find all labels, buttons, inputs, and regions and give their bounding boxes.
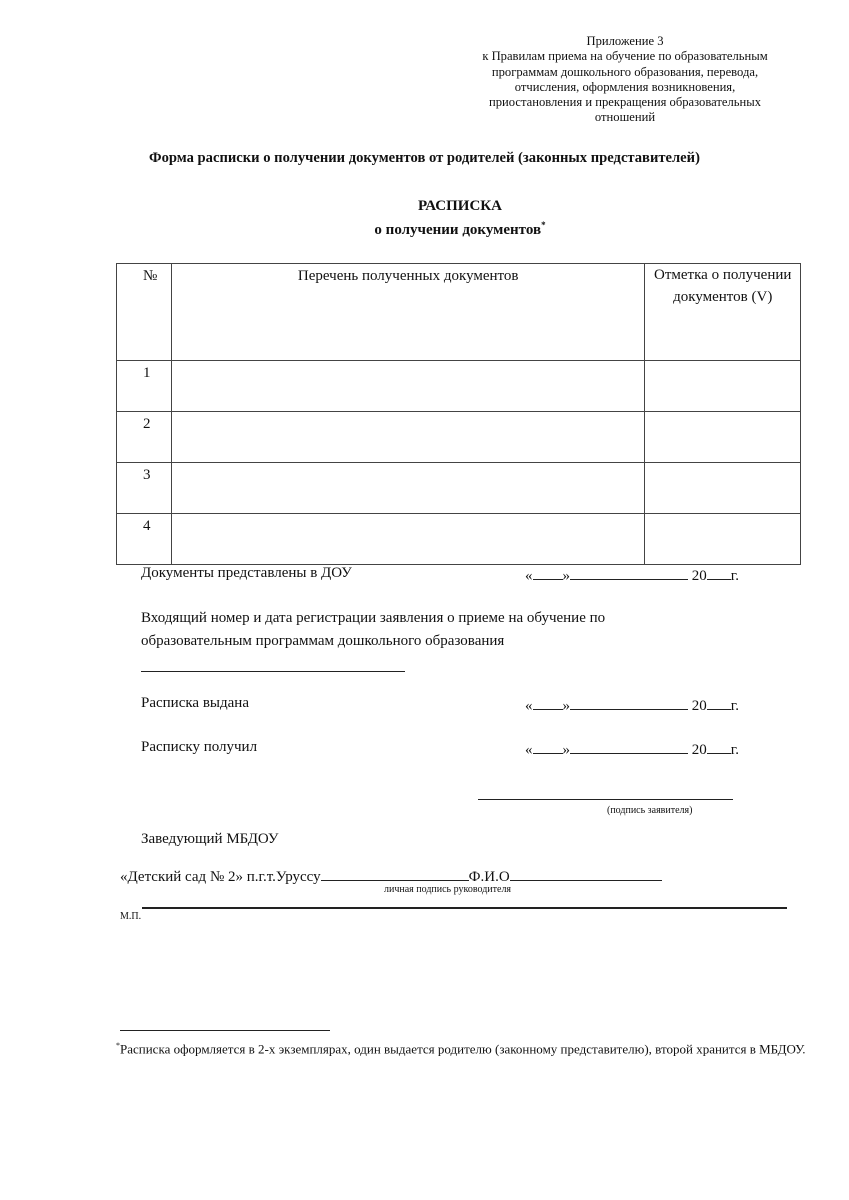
row-mark-cell[interactable] (645, 463, 801, 514)
row-document-cell[interactable] (171, 463, 645, 514)
year-blank[interactable] (707, 739, 731, 754)
stamp-divider (142, 907, 787, 909)
receipt-title: РАСПИСКА (417, 198, 503, 214)
documents-table (116, 263, 801, 565)
appendix-line: приостановления и прекращения образовательных (488, 95, 761, 110)
day-blank[interactable] (533, 695, 563, 710)
fio-blank[interactable] (510, 866, 662, 881)
date-field-submitted[interactable] (525, 565, 739, 585)
applicant-signature-caption: (подпись заявителя) (607, 805, 693, 816)
documents-submitted-label: Документы представлены в ДОУ (141, 565, 352, 581)
receipt-subtitle-text: о получении документов (374, 222, 542, 238)
date-close-quote: » (562, 698, 570, 714)
incoming-number-blank[interactable] (141, 671, 405, 672)
row-document-cell[interactable] (171, 514, 645, 565)
org-signature-line (120, 866, 662, 886)
org-name: «Детский сад № 2» п.г.т.Уруссу (120, 869, 321, 885)
header-number: № (117, 264, 172, 361)
year-blank[interactable] (707, 565, 731, 580)
fio-label: Ф.И.О (468, 869, 510, 885)
year-prefix: 20 (691, 742, 707, 758)
row-number: 1 (117, 361, 172, 412)
form-title: Форма расписки о получении документов от родителей (законных представителей) (149, 150, 700, 166)
date-close-quote: » (562, 742, 570, 758)
row-number: 3 (117, 463, 172, 514)
receipt-issued-label: Расписка выдана (141, 695, 249, 711)
footnote (116, 1036, 828, 1059)
footnote-mark: * (116, 1041, 120, 1050)
incoming-number-line1: Входящий номер и дата регистрации заявления о приеме на обучение по (141, 610, 606, 626)
year-suffix: г. (730, 742, 739, 758)
footnote-text: Расписка оформляется в 2-х экземплярах, один выдается родителю (законному представителю), второй хранится в МБДОУ. (120, 1041, 806, 1057)
date-field-received[interactable] (525, 739, 739, 759)
date-open-quote: « (525, 698, 533, 714)
header-received-mark: Отметка о получении документов (V) (645, 264, 801, 361)
appendix-header (440, 34, 810, 126)
table-header-row (117, 264, 801, 361)
stamp-label: М.П. (120, 911, 142, 922)
table-row (117, 463, 801, 514)
row-mark-cell[interactable] (645, 412, 801, 463)
row-number: 2 (117, 412, 172, 463)
year-suffix: г. (730, 568, 739, 584)
year-blank[interactable] (707, 695, 731, 710)
day-blank[interactable] (533, 739, 563, 754)
month-blank[interactable] (570, 739, 688, 754)
appendix-line: к Правилам приема на обучение по образовательным (482, 49, 768, 64)
footnote-mark: * (541, 220, 546, 230)
day-blank[interactable] (533, 565, 563, 580)
month-blank[interactable] (570, 565, 688, 580)
row-mark-cell[interactable] (645, 361, 801, 412)
footnote-separator (120, 1030, 330, 1031)
date-field-issued[interactable] (525, 695, 739, 715)
appendix-line: Приложение 3 (586, 34, 664, 48)
appendix-line: отчисления, оформления возникновения, (514, 79, 736, 94)
date-open-quote: « (525, 742, 533, 758)
head-signature-caption: личная подпись руководителя (384, 884, 512, 895)
incoming-number-line2: образовательным программам дошкольного образования (141, 633, 505, 649)
year-prefix: 20 (691, 698, 707, 714)
header-documents-list: Перечень полученных документов (171, 264, 645, 361)
date-open-quote: « (525, 568, 533, 584)
row-number: 4 (117, 514, 172, 565)
table-row (117, 412, 801, 463)
month-blank[interactable] (570, 695, 688, 710)
head-signature-blank[interactable] (321, 866, 469, 881)
table-row (117, 361, 801, 412)
appendix-line: отношений (594, 110, 656, 125)
appendix-line: программам дошкольного образования, перевода, (491, 64, 759, 79)
applicant-signature-line[interactable] (478, 799, 733, 800)
date-close-quote: » (562, 568, 570, 584)
row-document-cell[interactable] (171, 412, 645, 463)
head-label: Заведующий МБДОУ (141, 831, 279, 847)
year-suffix: г. (730, 698, 739, 714)
receipt-received-label: Расписку получил (141, 739, 258, 755)
receipt-subtitle (0, 220, 849, 239)
row-mark-cell[interactable] (645, 514, 801, 565)
row-document-cell[interactable] (171, 361, 645, 412)
table-row (117, 514, 801, 565)
year-prefix: 20 (691, 568, 707, 584)
